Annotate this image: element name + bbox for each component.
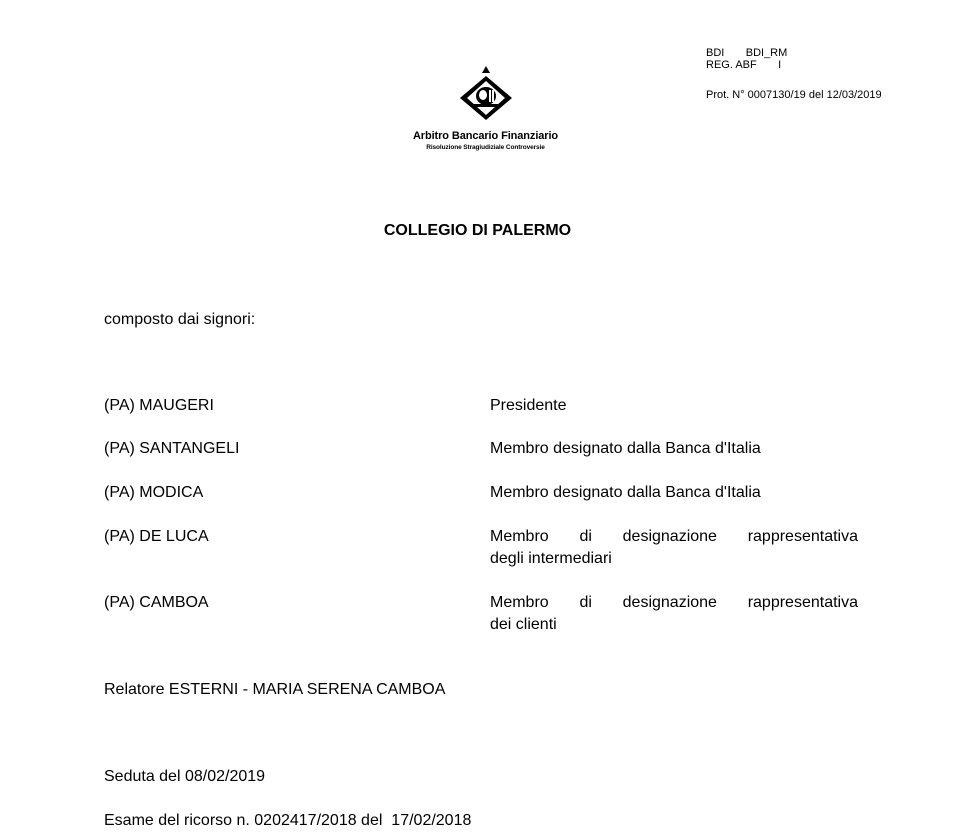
protocol-number: Prot. N° 0007130/19 del 12/03/2019: [706, 89, 882, 101]
member-role: [490, 395, 858, 417]
member-role-line: Membro di designazione rappresentativa: [490, 594, 858, 611]
abf-logo: [398, 66, 573, 158]
registry-reg-line: REG. ABF I: [706, 59, 782, 71]
member-name: (PA) MAUGERI: [104, 397, 214, 414]
document-title: COLLEGIO DI PALERMO: [383, 222, 572, 239]
member-role-line: Membro designato dalla Banca d'Italia: [490, 484, 761, 501]
intro-text: composto dai signori:: [104, 311, 256, 328]
member-name: (PA) SANTANGELI: [104, 440, 240, 457]
member-role: [490, 592, 858, 636]
member-name: (PA) DE LUCA: [104, 528, 209, 545]
rapporteur-line: Relatore ESTERNI - MARIA SERENA CAMBOA: [104, 681, 446, 698]
member-role: [490, 482, 858, 504]
registry-code-line: BDI BDI_RM: [706, 47, 788, 59]
logo-tagline: Risoluzione Stragiudiziale Controversie: [426, 144, 545, 151]
member-role-line: degli intermediari: [490, 550, 612, 567]
abf-emblem-icon: [452, 66, 520, 124]
member-role-line: Membro designato dalla Banca d'Italia: [490, 440, 761, 457]
member-name: (PA) MODICA: [104, 484, 204, 501]
logo-name: Arbitro Bancario Finanziario: [412, 130, 559, 142]
member-role: [490, 526, 858, 570]
member-role-line: Membro di designazione rappresentativa: [490, 528, 858, 545]
member-role-line: dei clienti: [490, 616, 557, 633]
appeal-reference: Esame del ricorso n. 0202417/2018 del 17/02/2018: [104, 812, 472, 829]
member-name: (PA) CAMBOA: [104, 594, 209, 611]
member-role: [490, 438, 858, 460]
session-date: Seduta del 08/02/2019: [104, 768, 266, 785]
member-role-line: Presidente: [490, 397, 567, 414]
